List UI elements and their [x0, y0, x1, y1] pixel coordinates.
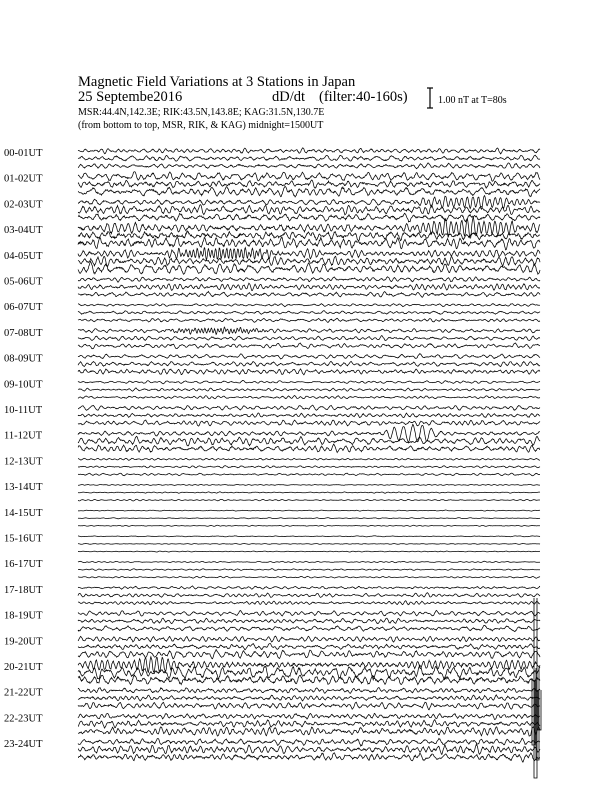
trace-rik: [78, 492, 540, 494]
trace-msr: [78, 396, 540, 399]
chart-filter: (filter:40-160s): [319, 89, 408, 105]
trace-rik: [78, 569, 540, 571]
trace-kag: [78, 172, 540, 182]
trace-msr: [78, 576, 540, 578]
hour-row: [4, 354, 540, 375]
trace-msr: [78, 601, 540, 605]
hour-rows: [4, 148, 540, 762]
trace-kag: [78, 354, 540, 360]
row-label: 01-02UT: [4, 173, 43, 185]
row-label: 17-18UT: [4, 584, 43, 596]
row-label: 13-14UT: [4, 482, 43, 494]
trace-msr: [78, 163, 540, 169]
trace-rik: [78, 436, 540, 446]
trace-kag: [78, 536, 540, 537]
trace-msr: [78, 551, 540, 552]
chart-title: Magnetic Field Variations at 3 Stations in Japan: [78, 74, 356, 90]
row-label: 07-08UT: [4, 327, 43, 339]
trace-kag: [78, 304, 540, 307]
row-label: 19-20UT: [4, 636, 43, 648]
trace-rik: [78, 618, 540, 623]
row-label: 12-13UT: [4, 456, 43, 468]
trace-msr: [78, 753, 540, 762]
hour-row: [4, 456, 540, 475]
trace-msr: [78, 262, 540, 275]
trace-rik: [78, 180, 540, 188]
hour-row: [4, 610, 540, 631]
large-excursions: [532, 598, 541, 778]
hour-row: [4, 713, 540, 736]
trace-msr: [78, 343, 540, 349]
chart-quantity: dD/dt: [272, 89, 306, 105]
trace-kag: [78, 277, 540, 282]
row-label: 11-12UT: [4, 430, 43, 442]
trace-rik: [78, 388, 540, 391]
hour-row: [4, 327, 540, 349]
trace-kag: [78, 148, 540, 154]
excursion-trace: [536, 668, 539, 760]
hour-row: [4, 196, 540, 222]
row-label: 06-07UT: [4, 302, 43, 314]
hour-row: [4, 277, 540, 298]
trace-rik: [78, 311, 540, 315]
trace-rik: [78, 283, 540, 291]
row-label: 04-05UT: [4, 250, 43, 262]
trace-msr: [78, 420, 540, 426]
hour-row: [4, 482, 540, 501]
hour-row: [4, 148, 540, 169]
trace-kag: [78, 484, 540, 485]
chart-date: 25 Septembe2016: [78, 89, 183, 105]
trace-msr: [78, 499, 540, 501]
hour-row: [4, 172, 540, 197]
hour-row: [4, 508, 540, 527]
station-coordinates: MSR:44.4N,142.3E; RIK:43.5N,143.8E; KAG:31.5N,130.7E: [78, 107, 325, 118]
hour-row: [4, 248, 540, 275]
row-label: 18-19UT: [4, 610, 43, 622]
trace-kag: [78, 610, 540, 616]
trace-kag: [78, 458, 540, 460]
trace-kag: [78, 636, 540, 642]
trace-kag: [78, 380, 540, 383]
trace-msr: [78, 650, 540, 659]
trace-kag: [78, 738, 540, 746]
trace-msr: [78, 675, 540, 685]
trace-rik: [78, 720, 540, 729]
hour-row: [4, 559, 540, 578]
row-label: 00-01UT: [4, 148, 43, 159]
hour-row: [4, 217, 540, 250]
trace-rik: [78, 466, 540, 468]
row-label: 14-15UT: [4, 507, 43, 519]
trace-kag: [78, 425, 540, 443]
excursion-trace: [534, 598, 537, 778]
trace-rik: [78, 256, 540, 266]
trace-msr: [78, 187, 540, 197]
hour-row: [4, 425, 540, 453]
trace-kag: [78, 561, 540, 563]
hour-row: [4, 405, 540, 426]
hour-row: [4, 688, 540, 710]
hour-row: [4, 657, 540, 685]
trace-msr: [78, 213, 540, 222]
trace-rik: [78, 413, 540, 418]
hour-row: [4, 636, 540, 659]
row-label: 08-09UT: [4, 353, 43, 365]
trace-msr: [78, 237, 540, 250]
hour-row: [4, 379, 540, 398]
row-label: 16-17UT: [4, 559, 43, 571]
trace-rik: [78, 361, 540, 366]
trace-msr: [78, 291, 540, 297]
scale-bar-label: 1.00 nT at T=80s: [438, 95, 507, 106]
trace-kag: [78, 713, 540, 719]
trace-kag: [78, 405, 540, 410]
row-label: 21-22UT: [4, 687, 43, 699]
hour-row: [4, 534, 540, 553]
trace-rik: [78, 593, 540, 598]
trace-kag: [78, 688, 540, 694]
trace-kag: [78, 327, 540, 334]
hour-row: [4, 302, 540, 322]
trace-msr: [78, 473, 540, 476]
row-label: 10-11UT: [4, 405, 43, 416]
row-label: 23-24UT: [4, 739, 43, 751]
row-label: 02-03UT: [4, 199, 43, 211]
station-order-note: (from bottom to top, MSR, RIK, & KAG) midnight=1500UT: [78, 120, 324, 131]
trace-msr: [78, 525, 540, 526]
trace-kag: [78, 510, 540, 511]
hour-row: [4, 585, 540, 605]
row-label: 09-10UT: [4, 379, 43, 391]
trace-rik: [78, 744, 540, 754]
row-label: 03-04UT: [4, 225, 43, 237]
trace-kag: [78, 586, 540, 589]
trace-rik: [78, 544, 540, 545]
trace-rik: [78, 644, 540, 650]
trace-rik: [78, 155, 540, 161]
trace-rik: [78, 695, 540, 701]
trace-msr: [78, 318, 540, 322]
trace-msr: [78, 625, 540, 631]
row-label: 15-16UT: [4, 533, 43, 545]
row-label: 22-23UT: [4, 713, 43, 725]
row-label: 20-21UT: [4, 662, 43, 673]
trace-rik: [78, 518, 540, 519]
trace-rik: [78, 336, 540, 341]
hour-row: [4, 738, 540, 762]
trace-kag: [78, 248, 540, 260]
trace-msr: [78, 369, 540, 375]
trace-kag: [78, 196, 540, 210]
trace-msr: [78, 702, 540, 710]
scale-bar: [427, 88, 507, 108]
row-label: 05-06UT: [4, 276, 43, 288]
trace-msr: [78, 727, 540, 736]
trace-msr: [78, 444, 540, 452]
